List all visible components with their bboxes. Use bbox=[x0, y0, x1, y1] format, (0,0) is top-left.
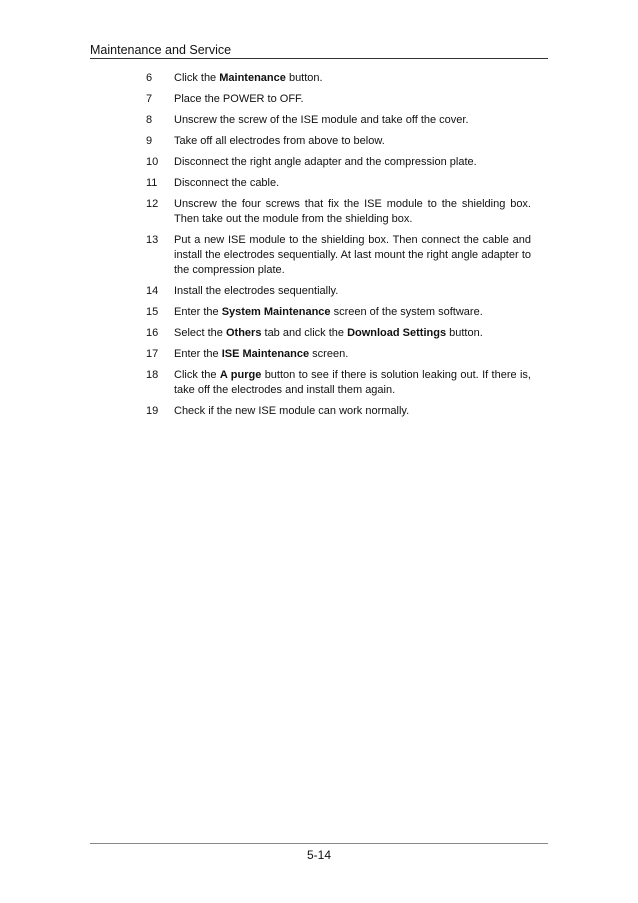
step-text bbox=[174, 176, 531, 191]
step-text-run: Install the electrodes sequentially. bbox=[174, 285, 339, 297]
step-number: 8 bbox=[146, 114, 153, 126]
step-item bbox=[146, 113, 531, 128]
step-item bbox=[146, 368, 531, 398]
step-text bbox=[174, 233, 531, 278]
step-text bbox=[174, 134, 531, 149]
step-number: 9 bbox=[146, 135, 153, 147]
step-text-run: Place the POWER to OFF. bbox=[174, 93, 304, 105]
step-text bbox=[174, 197, 531, 227]
step-text bbox=[174, 368, 531, 398]
page-number: 5-14 bbox=[306, 848, 332, 862]
step-item bbox=[146, 326, 531, 341]
step-text-run: Enter the bbox=[174, 306, 222, 318]
step-text-run: Enter the bbox=[174, 348, 222, 360]
step-text-run: Click the bbox=[174, 369, 220, 381]
step-text-bold: Maintenance bbox=[219, 72, 286, 84]
step-text-run: Put a new ISE module to the shielding box. Then connect the cable and install the electrodes sequentially. At last mount the right angle adapter to the compression plate. bbox=[174, 234, 531, 276]
step-item bbox=[146, 197, 531, 227]
step-text-run: screen of the system software. bbox=[330, 306, 483, 318]
step-text bbox=[174, 71, 531, 86]
step-text-run: screen. bbox=[309, 348, 349, 360]
step-text-run: Select the bbox=[174, 327, 226, 339]
step-text-run: Click the bbox=[174, 72, 220, 84]
step-text-run: Unscrew the screw of the ISE module and take off the cover. bbox=[174, 114, 469, 126]
step-item bbox=[146, 71, 531, 86]
step-text-run: Unscrew the four screws that fix the ISE module to the shielding box. Then take out the module from the shielding box. bbox=[174, 198, 531, 225]
step-number: 12 bbox=[146, 198, 159, 210]
step-text-run: button. bbox=[285, 72, 323, 84]
step-text bbox=[174, 347, 531, 362]
step-number: 19 bbox=[146, 405, 159, 417]
step-text-run: button to see if there is solution leaking out. If there is, take off the electrodes and install them again. bbox=[174, 369, 531, 396]
step-item bbox=[146, 233, 531, 278]
step-number: 7 bbox=[146, 93, 153, 105]
step-text-run: Check if the new ISE module can work normally. bbox=[174, 405, 410, 417]
step-text-bold: A purge bbox=[219, 369, 262, 381]
step-item bbox=[146, 404, 531, 419]
page-header bbox=[90, 40, 548, 59]
step-item bbox=[146, 155, 531, 170]
step-number: 17 bbox=[146, 348, 159, 360]
step-text-bold: ISE Maintenance bbox=[221, 348, 310, 360]
step-text-run: Disconnect the cable. bbox=[174, 177, 280, 189]
step-number: 15 bbox=[146, 306, 159, 318]
step-text bbox=[174, 155, 531, 170]
step-number: 10 bbox=[146, 156, 159, 168]
step-text bbox=[174, 404, 531, 419]
step-number: 11 bbox=[146, 177, 158, 189]
step-text bbox=[174, 284, 531, 299]
step-item bbox=[146, 92, 531, 107]
step-number: 13 bbox=[146, 234, 159, 246]
step-item bbox=[146, 284, 531, 299]
step-number: 16 bbox=[146, 327, 159, 339]
step-item bbox=[146, 305, 531, 320]
step-number: 18 bbox=[146, 369, 159, 381]
step-text bbox=[174, 113, 531, 128]
page-footer bbox=[90, 843, 548, 862]
steps-list bbox=[146, 71, 531, 419]
step-item bbox=[146, 176, 531, 191]
step-text-bold: Download Settings bbox=[347, 327, 447, 339]
step-text-run: Take off all electrodes from above to below. bbox=[174, 135, 385, 147]
step-text-run: tab and click the bbox=[261, 327, 348, 339]
step-item bbox=[146, 134, 531, 149]
header-title: Maintenance and Service bbox=[90, 43, 232, 57]
step-number: 6 bbox=[146, 72, 153, 84]
step-text-bold: System Maintenance bbox=[221, 306, 331, 318]
step-number: 14 bbox=[146, 285, 159, 297]
step-text-bold: Others bbox=[225, 327, 262, 339]
step-text-run: Disconnect the right angle adapter and the compression plate. bbox=[174, 156, 477, 168]
step-text bbox=[174, 305, 531, 320]
step-text-run: button. bbox=[446, 327, 483, 339]
step-item bbox=[146, 347, 531, 362]
step-text bbox=[174, 92, 531, 107]
step-text bbox=[174, 326, 531, 341]
